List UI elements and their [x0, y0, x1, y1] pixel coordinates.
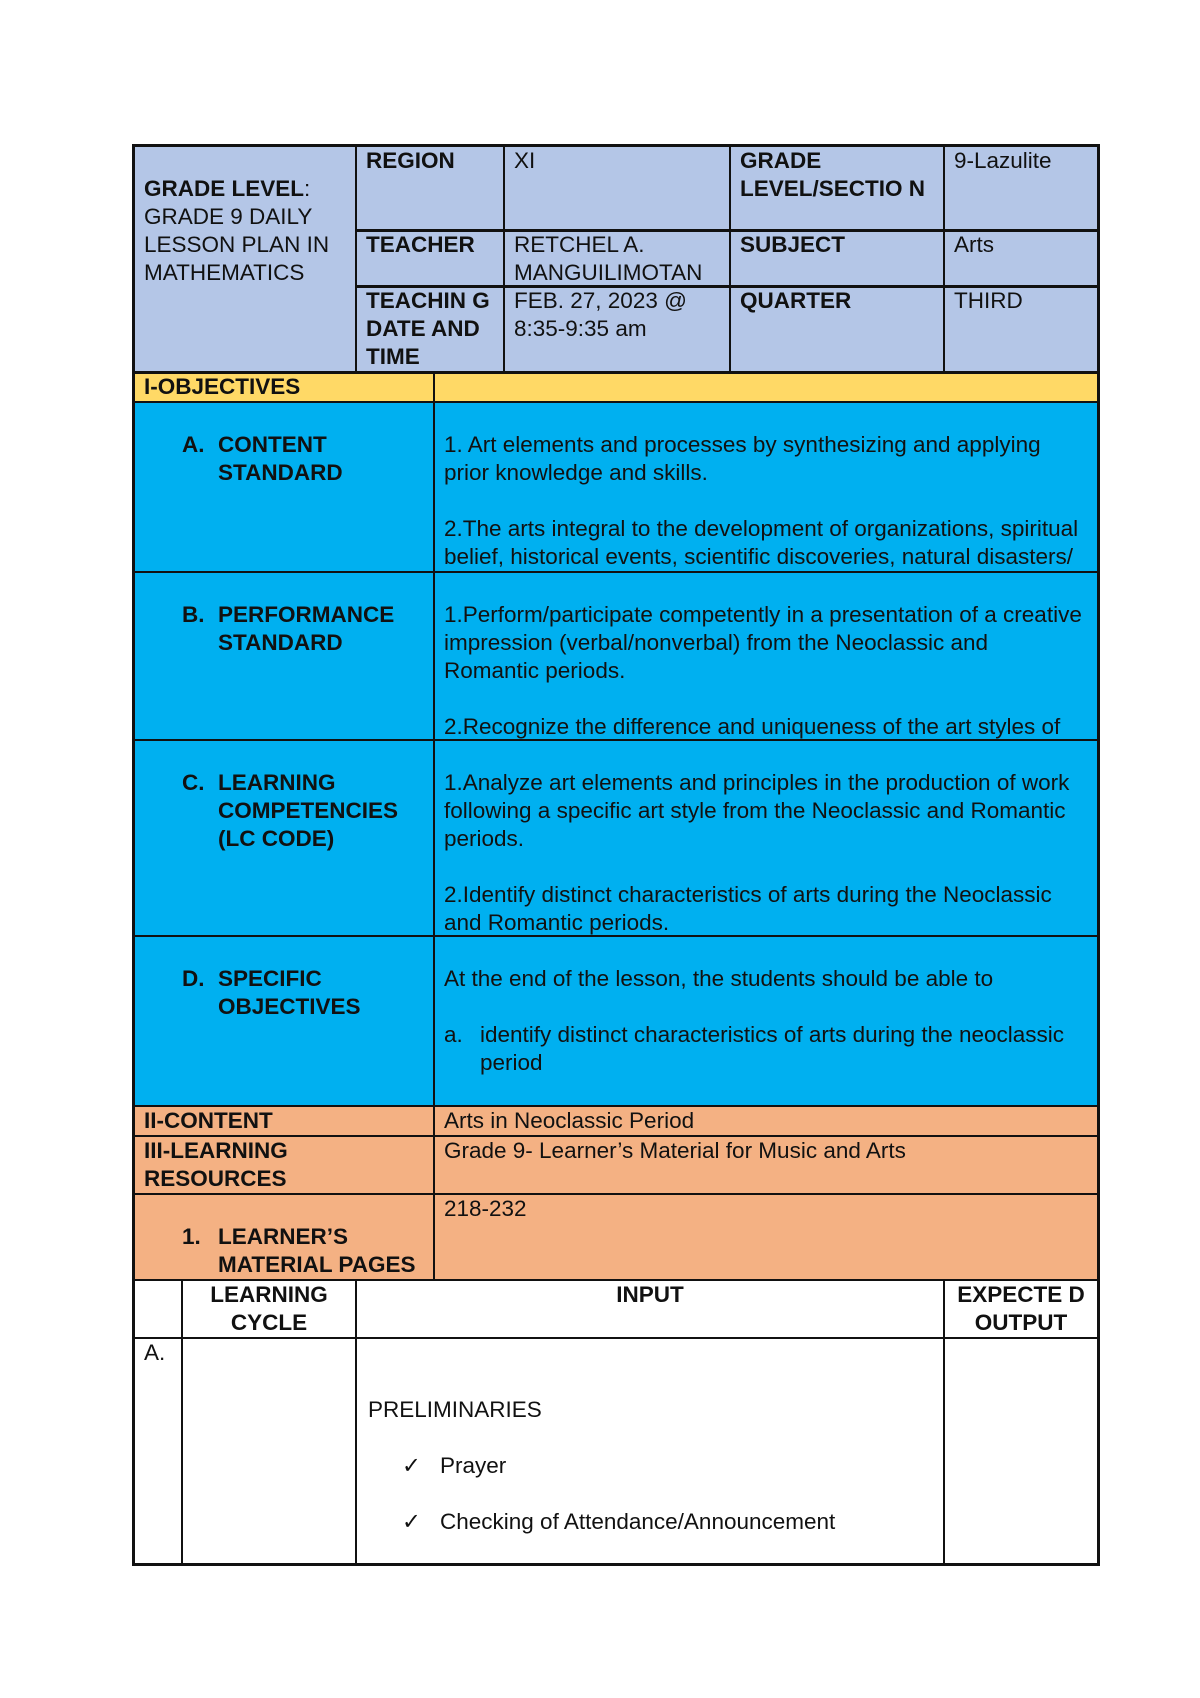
performance-standard-label-cell: [134, 572, 434, 740]
checkmark-icon: ✓: [402, 1509, 421, 1534]
border-line: [132, 1135, 1100, 1137]
border-line: [729, 144, 731, 373]
border-line: [132, 1337, 1100, 1339]
border-line: [132, 1105, 1100, 1107]
specific-objectives-letter: D.: [182, 966, 205, 991]
border-line: [181, 1279, 183, 1566]
grade-section-value: 9-Lazulite: [944, 146, 1098, 230]
border-line: [943, 144, 945, 373]
border-line: [433, 371, 435, 1281]
region-label: REGION: [356, 146, 504, 230]
content-standard-label: CONTENT STANDARD: [218, 432, 343, 485]
cycle-row-letter: A.: [134, 1338, 182, 1564]
preliminaries-item-2-text: Checking of Attendance/Announcement: [440, 1509, 836, 1534]
specific-objective-a-text: identify distinct characteristics of arts during the neoclassic period: [480, 1022, 1065, 1075]
date-label: TEACHIN G DATE AND TIME: [356, 286, 504, 372]
specific-objective-a-letter: a.: [444, 1022, 463, 1047]
grade-level-value: GRADE 9 DAILY LESSON PLAN IN MATHEMATICS: [144, 204, 330, 285]
border-line: [132, 401, 1100, 403]
border-line: [355, 229, 1100, 232]
learning-competencies-label: LEARNING COMPETENCIES (LC CODE): [218, 770, 399, 851]
cycle-header-output: EXPECTE D OUTPUT: [944, 1280, 1098, 1338]
teacher-label: TEACHER: [356, 230, 504, 286]
cycle-corner-cell: [134, 1280, 182, 1338]
objectives-heading-blank: [434, 372, 1098, 402]
learning-competencies-item-2: 2.Identify distinct characteristics of arts during the Neoclassic and Romantic periods.: [444, 882, 1052, 935]
border-line: [132, 739, 1100, 741]
border-line: [132, 1193, 1100, 1195]
border-line: [1097, 144, 1100, 1566]
border-line: [943, 1279, 945, 1566]
material-pages-number: 1.: [182, 1224, 201, 1249]
border-line: [355, 285, 1100, 288]
region-value: XI: [504, 146, 730, 230]
cycle-header-input: INPUT: [356, 1280, 944, 1338]
content-standard-text-cell: [434, 402, 1098, 572]
grade-level-colon: :: [304, 176, 311, 201]
material-pages-label: LEARNER’S MATERIAL PAGES: [218, 1224, 416, 1277]
material-pages-value: 218-232: [434, 1194, 1098, 1280]
subject-value: Arts: [944, 230, 1098, 286]
cycle-row-output: [944, 1338, 1098, 1564]
border-line: [355, 1279, 357, 1566]
border-line: [132, 144, 135, 1566]
specific-objective-a: [444, 1021, 1088, 1077]
border-line: [132, 371, 1100, 374]
cycle-row-input: [356, 1338, 944, 1564]
preliminaries-item-2: [368, 1508, 934, 1536]
specific-objectives-label-cell: [134, 936, 434, 1106]
performance-standard-text-cell: [434, 572, 1098, 740]
content-value: Arts in Neoclassic Period: [434, 1106, 1098, 1136]
border-line: [132, 1279, 1100, 1281]
border-line: [132, 571, 1100, 573]
objectives-heading: I-OBJECTIVES: [134, 372, 434, 402]
material-pages-label-cell: [134, 1194, 434, 1280]
preliminaries-item-1: [368, 1452, 934, 1480]
performance-standard-item-2: 2.Recognize the difference and uniqueness of the art styles of: [444, 714, 1061, 739]
performance-standard-label: PERFORMANCE STANDARD: [218, 602, 395, 655]
teacher-value: RETCHEL A. MANGUILIMOTAN: [504, 230, 730, 286]
learning-competencies-item-1: 1.Analyze art elements and principles in the production of work following a specific art style from the Neoclassic and Romantic periods.: [444, 770, 1070, 851]
performance-standard-letter: B.: [182, 602, 205, 627]
grade-level-cell: [134, 146, 356, 372]
checkmark-icon: ✓: [402, 1453, 421, 1478]
border-line: [132, 935, 1100, 937]
content-standard-item-2: 2.The arts integral to the development of organizations, spiritual belief, historical events, scientific discoveries, natural disasters/: [444, 516, 1079, 569]
content-standard-letter: A.: [182, 432, 205, 457]
resources-value: Grade 9- Learner’s Material for Music and Arts: [434, 1136, 1098, 1194]
date-value: FEB. 27, 2023 @ 8:35-9:35 am: [504, 286, 730, 372]
cycle-header-cycle: LEARNING CYCLE: [182, 1280, 356, 1338]
resources-heading: III-LEARNING RESOURCES: [134, 1136, 434, 1194]
learning-competencies-text-cell: [434, 740, 1098, 936]
preliminaries-heading: PRELIMINARIES: [368, 1397, 542, 1422]
subject-label: SUBJECT: [730, 230, 944, 286]
border-line: [503, 144, 505, 373]
border-line: [355, 144, 357, 373]
border-line: [132, 1563, 1100, 1566]
quarter-value: THIRD: [944, 286, 1098, 372]
grade-section-label: GRADE LEVEL/SECTIO N: [730, 146, 944, 230]
content-heading: II-CONTENT: [134, 1106, 434, 1136]
content-standard-label-cell: [134, 402, 434, 572]
border-line: [132, 144, 1100, 147]
performance-standard-item-1: 1.Perform/participate competently in a presentation of a creative impression (verbal/nonverbal) from the Neoclassic and Romantic periods.: [444, 602, 1082, 683]
content-standard-item-1: 1. Art elements and processes by synthesizing and applying prior knowledge and skills.: [444, 432, 1041, 485]
preliminaries-item-1-text: Prayer: [440, 1453, 507, 1478]
specific-objectives-text-cell: [434, 936, 1098, 1106]
specific-objectives-label: SPECIFIC OBJECTIVES: [218, 966, 361, 1019]
grade-level-label: GRADE LEVEL: [144, 176, 305, 201]
learning-competencies-label-cell: [134, 740, 434, 936]
learning-competencies-letter: C.: [182, 770, 205, 795]
specific-objectives-intro: At the end of the lesson, the students should be able to: [444, 966, 994, 991]
quarter-label: QUARTER: [730, 286, 944, 372]
cycle-row-cycle: [182, 1338, 356, 1564]
